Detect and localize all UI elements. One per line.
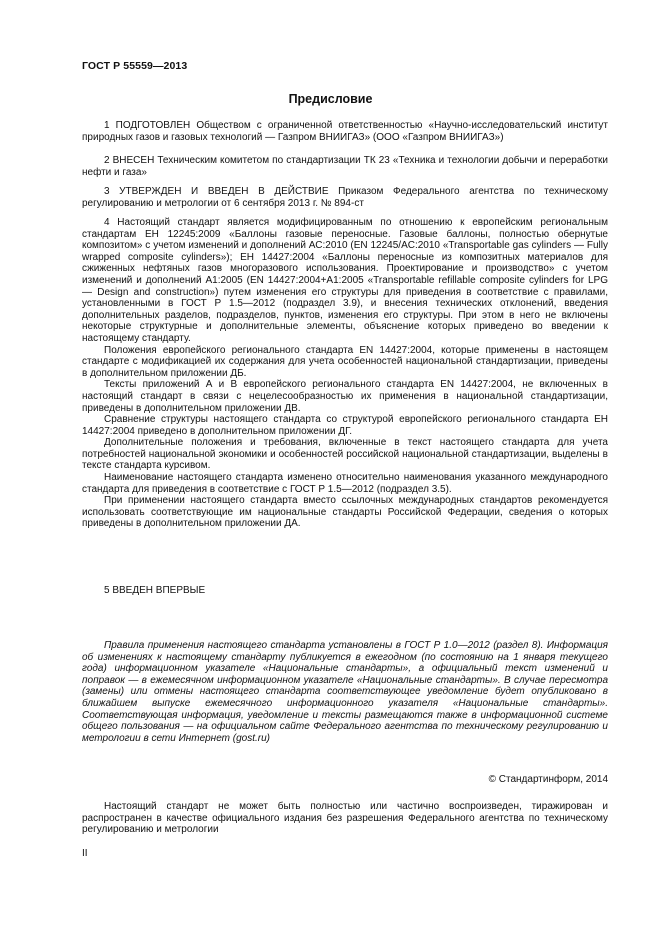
item-4-annex-db-paragraph: Положения европейского регионального стандарта EN 14427:2004, которые применены в настоящем стандарте с модификацией их содержания для учета особенностей национальной стандартизации, приведены в дополнительном приложении ДБ.: [82, 344, 608, 379]
item-4-annex-dg-paragraph: Сравнение структуры настоящего стандарта со структурой европейского регионального стандарта ЕН 14427:2004 приведено в дополнительном приложении ДГ.: [82, 414, 608, 437]
item-4-references-paragraph: При применении настоящего стандарта вместо ссылочных международных стандартов рекомендуется использовать соответствующие им национальные стандарты Российской Федерации, сведения о которых приведены в дополнительном приложении ДА.: [82, 495, 608, 530]
application-rules-notice: Правила применения настоящего стандарта установлены в ГОСТ Р 1.0—2012 (раздел 8). Информация об изменениях к настоящему стандарту публикуется в ежегодном (по состоянию на 1 января текущего года) информационном указателе «Национальные стандарты», а официальный текст изменений и поправок — в ежемесячном информационном указателе «Национальные стандарты». В случае пересмотра (замены) или отмены настоящего стандарта соответствующее уведомление будет опубликовано в ближайшем выпуске ежемесячного информационного указателя «Национальные стандарты». Соответствующая информация, уведомление и тексты размещаются также в информационной системе общего пользования — на официальном сайте Федерального агентства по техническому регулированию и метрологии в сети Интернет (gost.ru): [82, 640, 608, 744]
item-5-paragraph: 5 ВВЕДЕН ВПЕРВЫЕ: [104, 585, 206, 596]
page-number: II: [82, 848, 88, 859]
item-4-section: [82, 217, 608, 530]
item-4-paragraph: 4 Настоящий стандарт является модифицированным по отношению к европейским региональным стандартам ЕН 12245:2009 «Баллоны газовые переносные. Газовые баллоны, полностью обернутые композитом» с учетом изменений и дополнений АС:2010 (EN 12245/AC:2010 «Transportable gas cylinders — Fully wrapped composite cylinders»); ЕН 14427:2004 «Баллоны переносные из композитных материалов для сжиженных нефтяных газов многоразового использования. Проектирование и производство» с учетом изменений и дополнений А1:2005 (EN 14427:2004+A1:2005 «Transportable refillable composite cylinders for LPG — Design and construction») путем изменения его структуры для приведения в соответствие с правилами, установленными в ГОСТ Р 1.5—2012 (подраздел 3.9), и внесения технических отклонений, введения дополнительных разделов, подразделов, пунктов, изменения его структуры. При этом в него не включены некоторые структурные и дополнительные элементы, объяснение которых приведено во введении к настоящему стандарту.: [82, 217, 608, 344]
page-title: Предисловие: [288, 92, 373, 106]
item-2-paragraph: 2 ВНЕСЕН Техническим комитетом по стандартизации ТК 23 «Техника и технологии добычи и переработки нефти и газа»: [82, 155, 608, 178]
document-code: ГОСТ Р 55559—2013: [82, 60, 188, 72]
reproduction-restriction-text: Настоящий стандарт не может быть полностью или частично воспроизведен, тиражирован и распространен в качестве официального издания без разрешения Федерального агентства по техническому регулированию и метрологии: [82, 801, 608, 836]
item-4-italic-note-paragraph: Дополнительные положения и требования, включенные в текст настоящего стандарта для учета потребностей национальной экономики и особенностей российской национальной стандартизации, выделены в тексте стандарта курсивом.: [82, 437, 608, 472]
copyright-notice: © Стандартинформ, 2014: [488, 774, 608, 785]
item-3-paragraph: 3 УТВЕРЖДЕН И ВВЕДЕН В ДЕЙСТВИЕ Приказом Федерального агентства по техническому регулированию и метрологии от 6 сентября 2013 г. № 894-ст: [82, 186, 608, 209]
item-4-annex-dv-paragraph: Тексты приложений А и В европейского регионального стандарта EN 14427:2004, не включенных в настоящий стандарт в связи с нецелесообразностью их применения в национальной стандартизации, приведены в дополнительном приложении ДВ.: [82, 379, 608, 414]
item-1-paragraph: 1 ПОДГОТОВЛЕН Обществом с ограниченной ответственностью «Научно-исследовательский институт природных газов и газовых технологий — Газпром ВНИИГАЗ» (ООО «Газпром ВНИИГАЗ»): [82, 120, 608, 143]
item-4-title-change-paragraph: Наименование настоящего стандарта изменено относительно наименования указанного международного стандарта для приведения в соответствие с ГОСТ Р 1.5—2012 (подраздел 3.5).: [82, 472, 608, 495]
